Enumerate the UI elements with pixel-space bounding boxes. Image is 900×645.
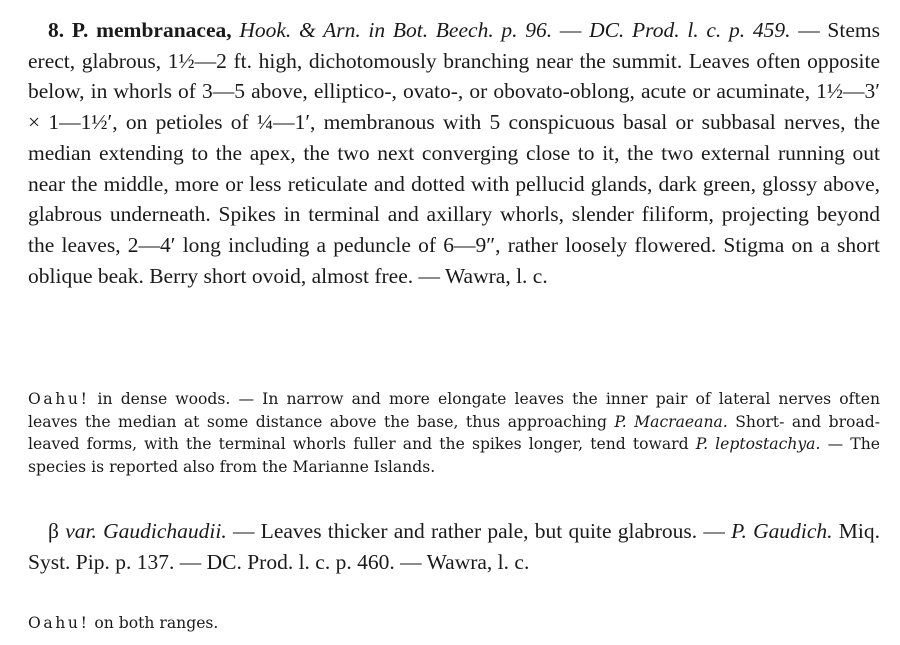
species-name: P. membranacea, <box>71 18 232 42</box>
species-description: — Stems erect, glabrous, 1½—2 ft. high, dichotomously branching near the summit. Leaves often opposite below, in whorls of 3—5 above, elliptico-, ovato-, or obovato-oblong, acute or acuminate, 1½—3′ × 1—1½′, on petioles of ¼—1′, membranous with 5 conspicuous basal or subbasal nerves, the median extending to the apex, the two next converging close to it, the two external running out near the middle, more or less reticulate and dotted with pellucid glands, dark green, glossy above, glabrous underneath. Spikes in terminal and axillary whorls, slender filiform, projecting beyond the leaves, 2—4′ long including a peduncle of 6—9″, rather loosely flowered. Stigma on a short oblique beak. Berry short ovoid, almost free. — Wawra, l. c. <box>28 18 880 288</box>
variety-name: var. Gaudichaudii. <box>58 519 227 543</box>
variety-note-text: on both ranges. <box>89 614 219 632</box>
variety-note-locality: Oahu! <box>28 614 90 632</box>
species-entry <box>28 15 880 291</box>
variety-greek-letter: β <box>48 519 59 543</box>
species-note <box>28 388 880 478</box>
variety-entry <box>28 516 880 577</box>
species-number: 8. <box>48 18 65 42</box>
species-citation: Hook. & Arn. in Bot. Beech. p. 96. <box>239 18 553 42</box>
note-text-1: in dense woods. — In narrow and more elongate leaves the inner pair of lateral nerves often leaves the median at some distance above the base, thus approaching <box>28 390 880 431</box>
variety-ref: P. Gaudich. <box>731 519 833 543</box>
note-text-3: — The species is reported also from the Marianne Islands. <box>28 435 880 476</box>
variety-text-2: Miq. Syst. Pip. p. 137. — DC. Prod. l. c. p. 460. — Wawra, l. c. <box>28 519 881 574</box>
note-text-2: Short- and broad-leaved forms, with the terminal whorls fuller and the spikes longer, tend toward <box>28 412 880 454</box>
variety-text-1: — Leaves thicker and rather pale, but quite glabrous. — <box>226 519 732 543</box>
note-locality: Oahu! <box>28 390 90 408</box>
citation-dash: — <box>552 18 590 42</box>
note-ref-leptostachya: P. leptostachya. <box>695 435 821 454</box>
variety-note <box>28 612 880 635</box>
note-ref-macraeana: P. Macraeana. <box>614 412 728 431</box>
dc-reference: DC. Prod. l. c. p. 459. <box>589 18 791 42</box>
